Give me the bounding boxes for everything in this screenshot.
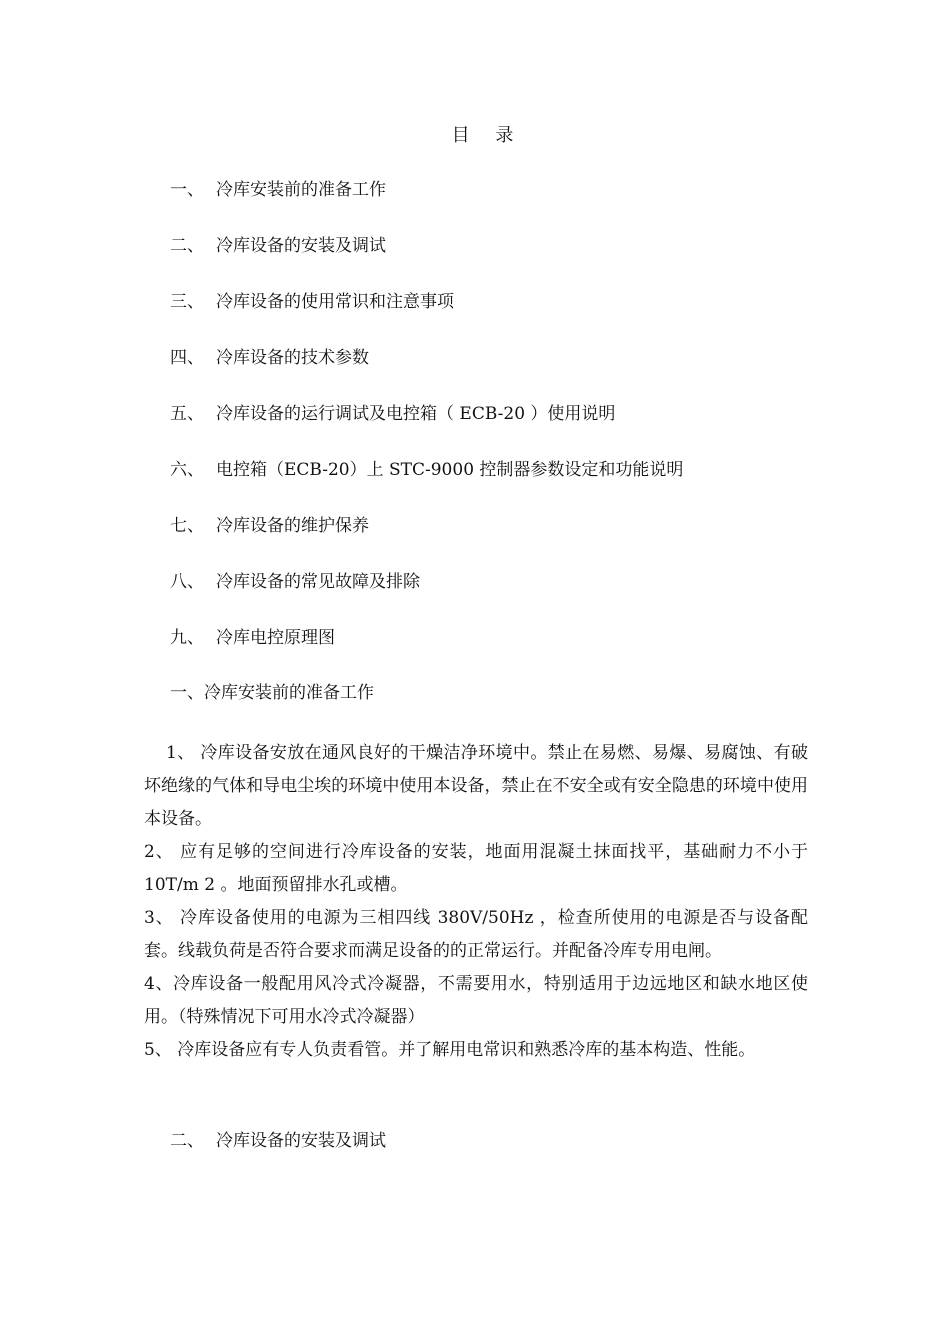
toc-item bbox=[170, 402, 683, 458]
toc-item bbox=[170, 626, 683, 682]
section-label: 冷库设备的安装及调试 bbox=[216, 1131, 386, 1151]
section-heading bbox=[170, 1129, 386, 1153]
toc-label: 冷库设备的维护保养 bbox=[216, 516, 369, 536]
toc-number: 二、 bbox=[170, 236, 204, 256]
toc-number: 六、 bbox=[170, 460, 204, 480]
section-heading: 一、冷库安装前的准备工作 bbox=[170, 683, 374, 703]
paragraph: 4、冷库设备一般配用风冷式冷凝器，不需要用水，特别适用于边远地区和缺水地区使用。（特殊情况下可用水冷式冷凝器） bbox=[144, 974, 808, 1027]
toc-label: 冷库设备的安装及调试 bbox=[216, 236, 386, 256]
paragraph: 2、 应有足够的空间进行冷库设备的安装，地面用混凝土抹面找平，基础耐力不小于 10T/m 2 。地面预留排水孔或槽。 bbox=[144, 842, 808, 895]
toc-label: 冷库设备的技术参数 bbox=[216, 348, 369, 368]
toc-item bbox=[170, 290, 683, 346]
toc-number: 三、 bbox=[170, 292, 204, 312]
toc-label: 冷库设备的常见故障及排除 bbox=[216, 572, 420, 592]
toc-number: 一、 bbox=[170, 180, 204, 200]
toc-number: 五、 bbox=[170, 404, 204, 424]
toc-item bbox=[170, 458, 683, 514]
table-of-contents bbox=[170, 178, 683, 682]
toc-item bbox=[170, 178, 683, 234]
paragraph: 1、 冷库设备安放在通风良好的干燥洁净环境中。禁止在易燃、易爆、易腐蚀、有破坏绝缘的气体和导电尘埃的环境中使用本设备，禁止在不安全或有安全隐患的环境中使用本设备。 bbox=[144, 743, 808, 829]
toc-item bbox=[170, 514, 683, 570]
toc-label: 电控箱（ECB-20）上 STC-9000 控制器参数设定和功能说明 bbox=[216, 460, 684, 480]
toc-number: 四、 bbox=[170, 348, 204, 368]
toc-item bbox=[170, 570, 683, 626]
paragraph: 5、 冷库设备应有专人负责看管。并了解用电常识和熟悉冷库的基本构造、性能。 bbox=[144, 1040, 756, 1060]
section-number: 二、 bbox=[170, 1131, 204, 1151]
toc-label: 冷库设备的运行调试及电控箱（ ECB-20 ）使用说明 bbox=[216, 404, 616, 424]
toc-number: 九、 bbox=[170, 628, 204, 648]
page-title: 目 录 bbox=[451, 125, 524, 146]
toc-item bbox=[170, 346, 683, 402]
paragraph: 3、 冷库设备使用的电源为三相四线 380V/50Hz ，检查所使用的电源是否与设备配套。线载负荷是否符合要求而满足设备的的正常运行。并配备冷库专用电闸。 bbox=[144, 908, 808, 961]
toc-number: 七、 bbox=[170, 516, 204, 536]
toc-item bbox=[170, 234, 683, 290]
toc-number: 八、 bbox=[170, 572, 204, 592]
toc-label: 冷库设备的使用常识和注意事项 bbox=[216, 292, 454, 312]
toc-label: 冷库安装前的准备工作 bbox=[216, 180, 386, 200]
section-body bbox=[144, 737, 808, 1067]
toc-label: 冷库电控原理图 bbox=[216, 628, 335, 648]
